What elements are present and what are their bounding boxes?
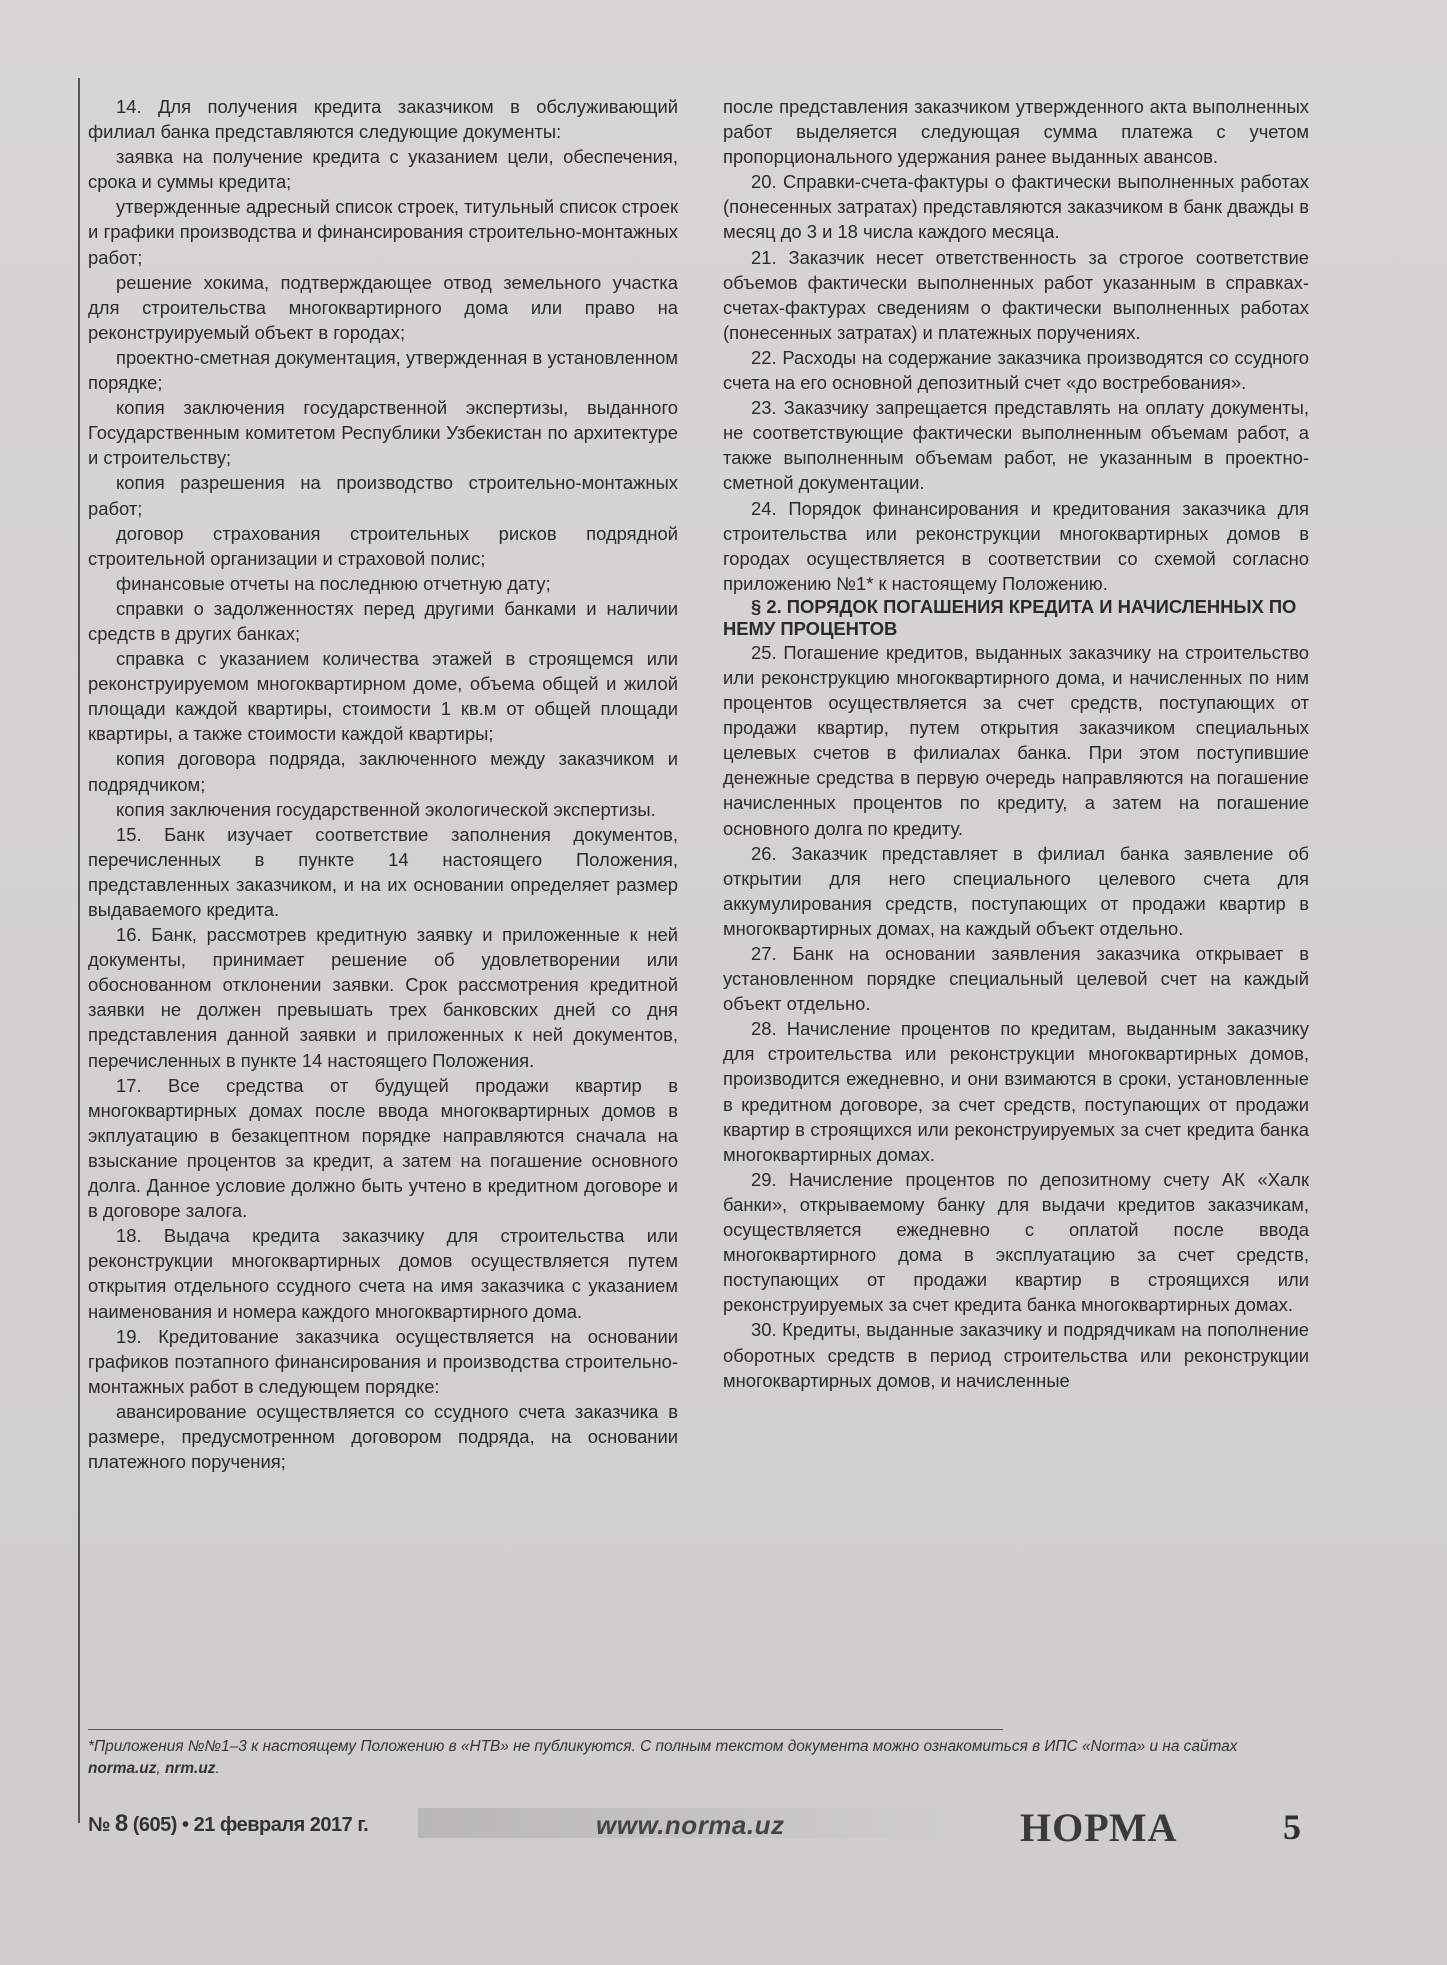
footnote-end: . xyxy=(215,1760,220,1777)
paragraph: справка с указанием количества этажей в строящемся или реконструируемом многоквартирном доме, объема общей и жилой площади каждой квартиры, стоимости 1 кв.м от общей площади квартиры, а также стоимости каждой квартиры; xyxy=(88,648,678,745)
paragraph: 27. Банк на основании заявления заказчика открывает в установленном порядке специальный целевой счет на каждый объект отдельно. xyxy=(723,943,1309,1015)
paragraph: 29. Начисление процентов по депозитному счету АК «Халк банки», открываемому банку для выдачи кредитов заказчикам, осуществляется ежедневно с оплатой после ввода многоквартирного дома в эксплуатацию за счет средств, поступающих от продажи квартир в строящихся или реконструируемых за счет кредита банка многоквартирных домах. xyxy=(723,1168,1309,1316)
paragraph: 25. Погашение кредитов, выданных заказчику на строительство или реконструкцию многоквартирного дома, и начисленных по ним процентов осуществляется за счет средств, поступающих от продажи квартир, путем открытия заказчиком специальных целевых счетов в филиалах банка. При этом поступившие денежные средства в первую очередь направляются на погашение начисленных процентов по кредиту, а затем на погашение основного долга по кредиту. xyxy=(723,641,1309,839)
issue-date: (605) • 21 февраля 2017 г. xyxy=(127,1814,369,1836)
paragraph: 18. Выдача кредита заказчику для строительства или реконструкции многоквартирных домов осуществляется путем открытия отдельного ссудного счета на имя заказчика с указанием наименования и номера каждого многоквартирного дома. xyxy=(88,1225,678,1322)
footnote xyxy=(88,1736,1310,1780)
paragraph: 19. Кредитование заказчика осуществляется на основании графиков поэтапного финансирования и производства строительно-монтажных работ в следующем порядке: xyxy=(88,1325,678,1397)
paragraph: 14. Для получения кредита заказчиком в обслуживающий филиал банка представляются следующие документы: xyxy=(88,96,678,143)
issue-prefix: № xyxy=(88,1814,110,1836)
paragraph: 22. Расходы на содержание заказчика производятся со ссудного счета на его основной депозитный счет «до востребования». xyxy=(723,346,1309,394)
paragraph: копия разрешения на производство строительно-монтажных работ; xyxy=(88,472,678,519)
paragraph: 15. Банк изучает соответствие заполнения документов, перечисленных в пункте 14 настоящего Положения, представленных заказчиком, и на их основании определяет размер выдаваемого кредита. xyxy=(88,823,678,920)
paragraph: 21. Заказчик несет ответственность за строгое соответствие объемов фактически выполненных работ указанным в справках-счетах-фактурах сведениям о фактически выполненных работах (понесенных затратах) и платежных поручениях. xyxy=(723,246,1309,343)
website-link[interactable]: www.norma.uz xyxy=(596,1810,785,1840)
paragraph: копия договора подряда, заключенного между заказчиком и подрядчиком; xyxy=(88,748,678,795)
paragraph: проектно-сметная документация, утвержденная в установленном порядке; xyxy=(88,346,678,394)
footnote-site-link[interactable]: norma.uz xyxy=(88,1760,157,1777)
issue-info xyxy=(88,1810,368,1838)
section-heading: § 2. ПОРЯДОК ПОГАШЕНИЯ КРЕДИТА И НАЧИСЛЕННЫХ ПО НЕМУ ПРОЦЕНТОВ xyxy=(723,595,1297,639)
paragraph: 16. Банк, рассмотрев кредитную заявку и приложенные к ней документы, принимает решение об удовлетворении или обоснованном отклонении заявки. Срок рассмотрения кредитной заявки не должен превышать трех банковских дней со дня представления данной заявки и приложенных к ней документов, перечисленных в пункте 14 настоящего Положения. xyxy=(88,924,678,1071)
footnote-site-link[interactable]: nrm.uz xyxy=(164,1760,216,1777)
paragraph: финансовые отчеты на последнюю отчетную дату; xyxy=(116,572,551,594)
page-number: 5 xyxy=(1283,1807,1301,1847)
paragraph: 26. Заказчик представляет в филиал банка заявление об открытии для него специального целевого счета для аккумулирования средств, поступающих от продажи квартир в многоквартирных домах, на каждый объект отдельно. xyxy=(723,842,1309,939)
left-column xyxy=(88,94,678,1474)
paragraph: заявка на получение кредита с указанием цели, обеспечения, срока и суммы кредита; xyxy=(88,146,678,193)
paragraph: справки о задолженностях перед другими банками и наличии средств в других банках; xyxy=(88,597,678,644)
paragraph: 17. Все средства от будущей продажи квартир в многоквартирных домах после ввода многоквартирных домов в экплуатацию в безакцептном порядке направляются сначала на взыскание процентов за кредит, а затем на погашение основного долга. Данное условие должно быть учтено в кредитном договоре и в договоре залога. xyxy=(88,1074,678,1222)
footnote-divider xyxy=(88,1729,1003,1730)
footnote-text: *Приложения №№1–3 к настоящему Положению в «НТВ» не публикуются. С полным текстом документа можно ознакомиться в ИПС «Norma» и на сайтах xyxy=(88,1738,1238,1755)
footnote-separator: , xyxy=(156,1760,165,1777)
paragraph: договор страхования строительных рисков подрядной строительной организации и страховой полис; xyxy=(88,522,678,569)
paragraph: 20. Справки-счета-фактуры о фактически выполненных работах (понесенных затратах) представляются заказчиком в банк дважды в месяц до 3 и 18 числа каждого месяца. xyxy=(723,171,1309,243)
paragraph: копия заключения государственной экологической экспертизы. xyxy=(116,798,656,820)
paragraph: 24. Порядок финансирования и кредитования заказчика для строительства или реконструкции многоквартирных домов в городах осуществляется в соответствии со схемой согласно приложению №1* к настоящему Положению. xyxy=(723,497,1309,594)
paragraph: решение хокима, подтверждающее отвод земельного участка для строительства многоквартирного дома или право на реконструируемый объект в городах; xyxy=(88,271,678,343)
brand-logo: НОРМА xyxy=(1020,1805,1178,1850)
left-margin-rule xyxy=(78,78,80,1823)
paragraph: после представления заказчиком утвержденного акта выполненных работ выделяется следующая сумма платежа с учетом пропорционального удержания ранее выданных авансов. xyxy=(723,96,1309,168)
page-footer xyxy=(88,1804,1310,1850)
right-column xyxy=(723,94,1309,1393)
paragraph: копия заключения государственной экспертизы, выданного Государственным комитетом Республики Узбекистан по архитектуре и строительству; xyxy=(88,397,678,469)
paragraph: 28. Начисление процентов по кредитам, выданным заказчику для строительства или реконструкции многоквартирных домов, производится ежедневно, и они взимаются в сроки, установленные в кредитном договоре, за счет средств, поступающих от продажи квартир в строящихся или реконструируемых за счет кредита банка многоквартирных домах. xyxy=(723,1018,1309,1165)
paragraph: авансирование осуществляется со ссудного счета заказчика в размере, предусмотренном договором подряда, на основании платежного поручения; xyxy=(88,1400,678,1473)
issue-number: 8 xyxy=(114,1810,128,1837)
paragraph: 23. Заказчику запрещается представлять на оплату документы, не соответствующие фактически выполненным объемам работ, а также выполненным объемам работ, не указанным в проектно-сметной документации. xyxy=(723,397,1309,494)
paragraph: 30. Кредиты, выданные заказчику и подрядчикам на пополнение оборотных средств в период строительства или реконструкции многоквартирных домов, и начисленные xyxy=(723,1319,1309,1391)
paragraph: утвержденные адресный список строек, титульный список строек и графики производства и финансирования строительно-монтажных работ; xyxy=(88,196,678,268)
